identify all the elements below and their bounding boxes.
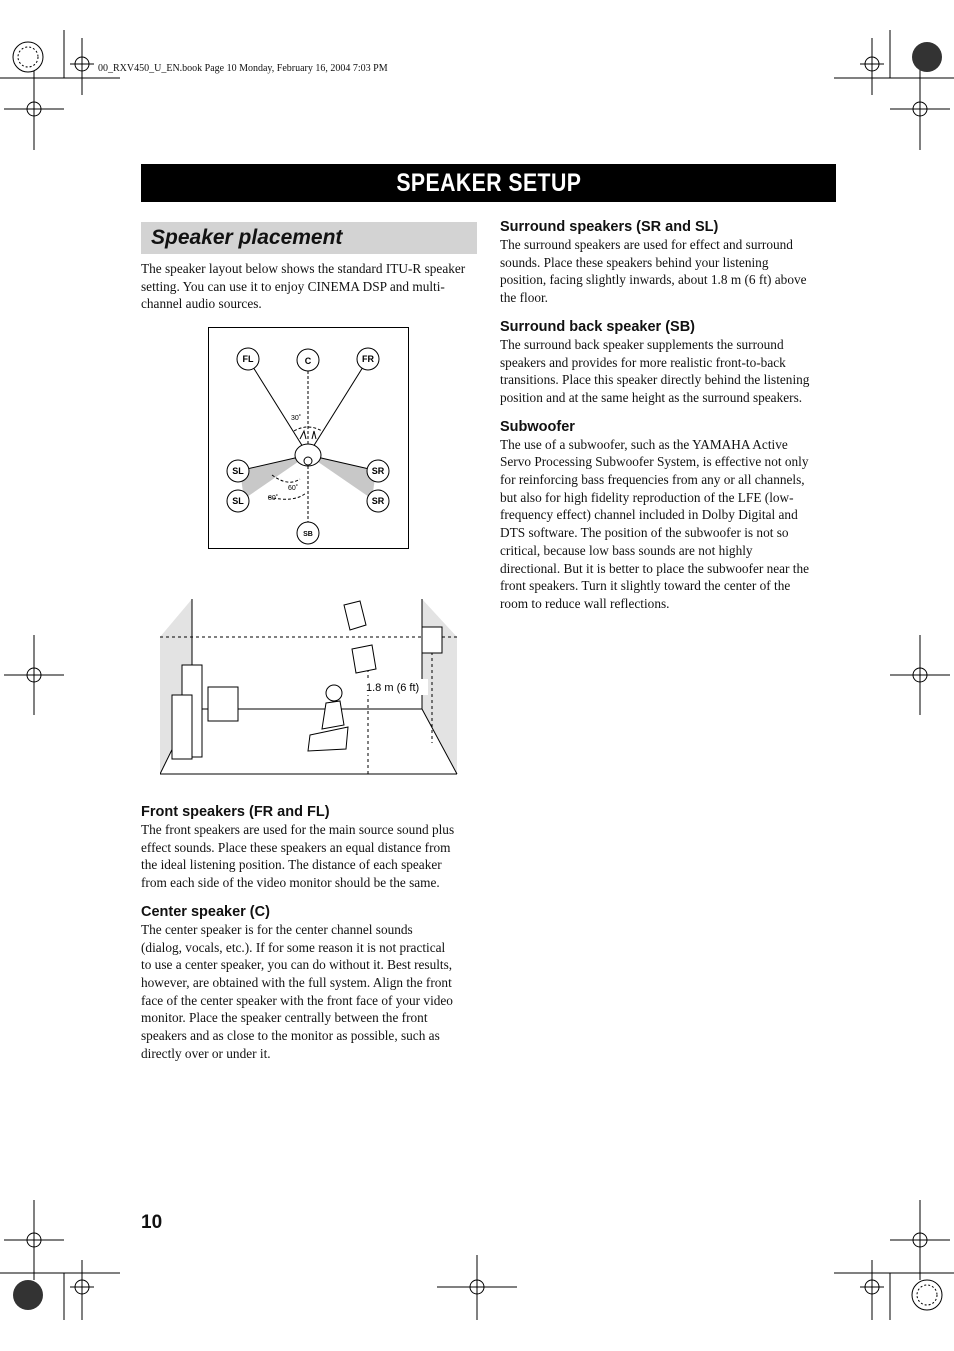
text-line: directional. But it is better to place the subwoofer near the <box>500 560 810 576</box>
front-speakers-text <box>141 821 481 892</box>
text-line: face of the center speaker with the front face of your video <box>141 992 453 1008</box>
room-diagram <box>160 597 458 775</box>
center-speaker-section <box>141 903 481 1063</box>
text-line: speakers and provides for more realistic front-to-back <box>500 354 786 370</box>
surround-speakers-section <box>500 218 840 307</box>
text-line: The surround back speaker supplements the surround <box>500 336 784 352</box>
center-speaker-text <box>141 921 481 1063</box>
surround-speaker-right-icon <box>422 627 442 653</box>
page-number: 10 <box>141 1212 163 1233</box>
speaker-layout-diagram <box>208 327 410 550</box>
room-height-label: 1.8 m (6 ft) <box>366 682 420 694</box>
fl-label: FL <box>242 354 254 364</box>
text-line: effect sounds. Place these speakers an equal distance from <box>141 839 451 855</box>
sl-label: SL <box>232 466 244 476</box>
fr-label: FR <box>362 354 374 364</box>
text-line: from each side of the video monitor should be the same. <box>141 875 440 891</box>
surround-back-text <box>500 336 840 407</box>
surround-speaker-left-icon <box>352 645 376 673</box>
text-line: room to reduce wall reflections. <box>500 595 670 611</box>
surround-speakers-text <box>500 236 840 307</box>
text-line: to use a center speaker, you can do without it. Best results, <box>141 957 453 973</box>
sb-label: SB <box>303 531 313 538</box>
sr-back-label: SR <box>371 496 385 506</box>
angle-30-label: 30˚ <box>291 415 302 422</box>
section-title: Speaker placement <box>151 226 343 249</box>
text-line: sounds. Place these speakers behind your listening <box>500 254 769 270</box>
text-line: (dialog, vocals, etc.). If for some reason it is not practical <box>141 939 446 955</box>
file-info: 00_RXV450_U_EN.book Page 10 Monday, February 16, 2004 7:03 PM <box>98 63 388 74</box>
text-line: The surround speakers are used for effect and surround <box>500 237 793 252</box>
text-line: The use of a subwoofer, such as the YAMAHA Active <box>500 436 788 452</box>
subwoofer-section <box>500 418 840 613</box>
subwoofer-text <box>500 436 840 613</box>
text-line: speakers and as close to the monitor as possible, such as <box>141 1028 440 1044</box>
text-line: frequency effect) channel included in Dolby Digital and <box>500 507 798 523</box>
surround-back-section <box>500 318 840 407</box>
text-line: critical, because low bass sounds are not highly <box>500 542 753 558</box>
text-line: position and at the same height as the surround speakers. <box>500 389 803 405</box>
front-speakers-section <box>141 803 481 892</box>
text-line: but also for high fidelity reproduction of the LFE (low- <box>500 489 794 505</box>
text-line: The center speaker is for the center channel sounds <box>141 921 413 937</box>
center-speaker-heading: Center speaker (C) <box>141 903 270 920</box>
text-line: the ideal listening position. The distance of each speaker <box>141 857 442 873</box>
c-label: C <box>304 356 312 366</box>
front-speakers-heading: Front speakers (FR and FL) <box>141 804 330 820</box>
text-line: transitions. Place this speaker directly behind the listening <box>500 372 810 388</box>
text-line: for reinforcing bass frequencies from any or all channels, <box>500 472 805 488</box>
text-line: DTS software. The position of the subwoofer is not so <box>500 525 789 541</box>
right-column <box>500 218 840 613</box>
text-line: directly over or under it. <box>141 1045 271 1061</box>
surround-speakers-heading: Surround speakers (SR and SL) <box>500 219 719 235</box>
text-line: front speakers. Turn it slightly toward the center of the <box>500 578 791 594</box>
left-column <box>141 803 481 1062</box>
subwoofer-heading: Subwoofer <box>500 418 575 435</box>
text-line: however, are obtained with the full system. Align the front <box>141 974 452 990</box>
text-line: Servo Processing Subwoofer System, is effective not only <box>500 454 809 470</box>
text-line: monitor. Place the speaker centrally between the front <box>141 1010 428 1026</box>
sr-label: SR <box>371 466 385 476</box>
surround-back-heading: Surround back speaker (SB) <box>500 318 695 335</box>
text-line: the floor. <box>500 290 549 306</box>
page-title: SPEAKER SETUP <box>141 164 836 202</box>
subwoofer-icon <box>208 687 238 721</box>
sl-back-label: SL <box>232 496 244 506</box>
angle-80-label: 80˚ <box>268 495 279 502</box>
angle-60-label: 60˚ <box>288 485 299 492</box>
intro-paragraph: The speaker layout below shows the standard ITU-R speaker setting. You can use it to enjoy CINEMA DSP and multi-channel audio sources. <box>141 261 466 312</box>
text-line: The front speakers are used for the main source sound plus <box>141 822 455 837</box>
text-line: position, facing slightly inwards, about 1.8 m (6 ft) above <box>500 272 807 288</box>
